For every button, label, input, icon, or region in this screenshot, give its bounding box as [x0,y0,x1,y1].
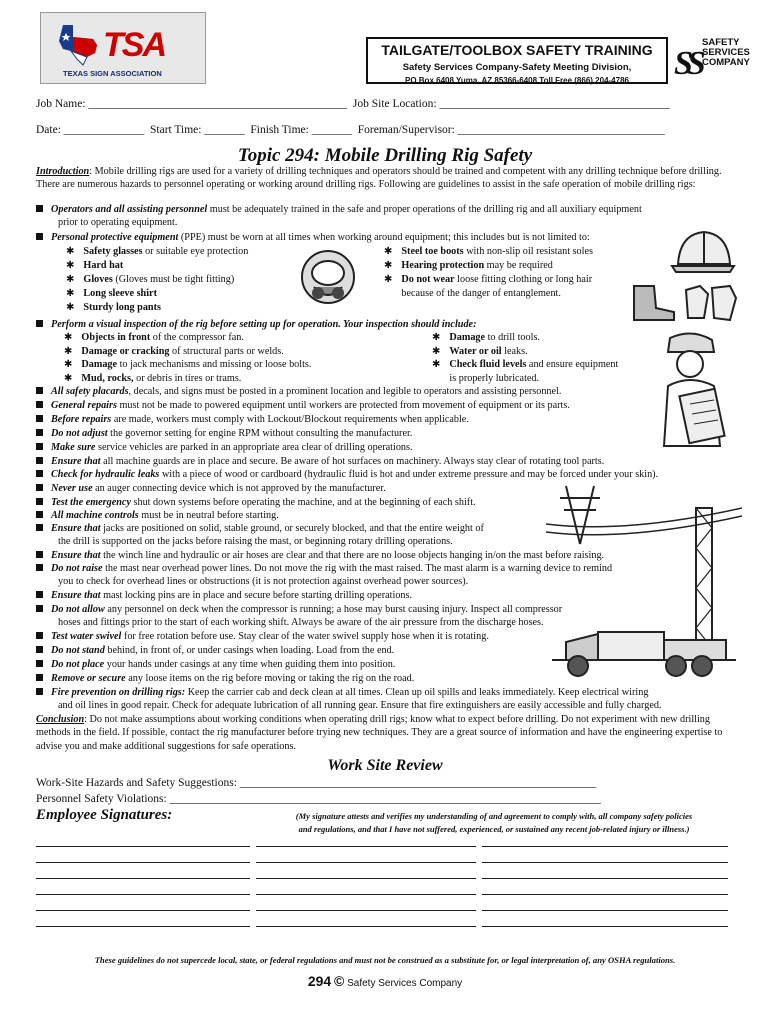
guideline-text: behind, in front of, or under casings when loading. Load from the end. [104,645,395,656]
job-site-field[interactable]: Job Site Location: ________________________________________ [352,98,670,110]
bullet-square-icon [36,646,43,653]
ppe_right-item [384,259,553,272]
bullet-square-icon [36,674,43,681]
signature-line[interactable] [256,862,476,863]
inspect_left-text: of structural parts or welds. [169,345,284,357]
guideline-item [36,399,736,412]
topic-title: Topic 294: Mobile Drilling Rig Safety [237,145,533,166]
ss-words: SAFETY SERVICES COMPANY [702,37,750,68]
bullet-square-icon [36,660,43,667]
inspect_left-text: of the compressor fan. [150,332,244,343]
ppe_left-item [66,287,157,300]
bullet-square-icon [36,233,43,240]
guideline-text: must be in neutral before starting. [138,510,279,521]
guideline-text: for free rotation before use. Stay clear of the water swivel supply hose when it is rotating. [121,631,489,642]
ppe_left-item [66,301,161,314]
topic-number: 294 [307,973,332,989]
signature-line[interactable] [482,910,728,911]
copyright-icon: © [333,973,345,989]
signature-line[interactable] [36,894,250,895]
asterisk-bullet-icon: ✱ [66,274,75,285]
signature-line[interactable] [36,878,250,879]
ppe_right-item [384,287,561,300]
guideline-lead: Ensure that [51,590,101,601]
ppe_left-lead: Sturdy long pants [83,302,161,313]
guideline-lead: Do not allow [51,604,105,615]
ppe_left-text: or suitable eye protection [142,246,249,257]
safety-services-logo [672,37,750,86]
boots-gloves-icon [630,280,740,324]
guideline-text: Keep the carrier cab and deck clean at all times. Clean up oil spills and leaks immediately. Keep electrical wiring [185,687,649,698]
guideline-continuation: hoses and fittings prior to the start of each working shift. Always be aware of the air pressure from the discharge hoses. [58,617,544,628]
guideline-item [36,413,736,426]
bullet-square-icon [36,429,43,436]
guideline-lead: Never use [51,483,93,494]
guideline-item [36,468,736,481]
guideline-lead: Operators and all assisting personnel [51,204,208,215]
bullet-square-icon [36,551,43,558]
guideline-lead: Do not raise [51,563,103,574]
bullet-square-icon [36,470,43,477]
guideline-item [36,441,736,454]
ppe_left-item [66,259,123,272]
bullet-square-icon [36,498,43,505]
inspect_left-item [64,372,241,385]
guideline-lead: Test water swivel [51,631,122,642]
asterisk-bullet-icon: ✱ [66,288,75,299]
bullet-square-icon [36,205,43,212]
company-address: PO Box 6408 Yuma, AZ 85366-6408 Toll Free (866) 204-4786 [405,75,629,85]
bullet-square-icon [36,387,43,394]
bullet-square-icon [36,632,43,639]
guideline-lead: Check for hydraulic leaks [51,469,160,480]
guideline-text: your hands under casings at any time when guiding them into position. [104,659,396,670]
guideline-lead: All machine controls [51,510,139,521]
ppe_left-text: (Gloves must be tight fitting) [112,274,235,285]
training-title-box [366,37,668,84]
violations-field[interactable]: Personnel Safety Violations: ___________________________________________________________________________ [36,793,601,805]
ppe_left-lead: Gloves [83,274,113,285]
inspect_left-lead: Objects in front [81,332,151,343]
work-site-review-title: Work Site Review [327,757,443,774]
guideline-text: all machine guards are in place and secure. Be aware of hot surfaces on machinery. Always stay clear of rotating tool parts. [100,456,605,467]
bullet-square-icon [36,443,43,450]
bullet-square-icon [36,524,43,531]
guideline-continuation: and oil lines in good repair. Check for adequate lubrication of all running gear. Ensure that fire extinguishers are easily accessible and fully charged. [58,700,662,711]
job-name-field[interactable]: Job Name: _____________________________________________ Job Site Location: ________________________________________ [36,98,670,110]
guideline-item [36,686,736,699]
signature-line[interactable] [482,846,728,847]
signature-line[interactable] [36,846,250,847]
tsa-logo [40,12,206,84]
signature-line[interactable] [36,910,250,911]
respirator-mask-icon [296,247,360,309]
guideline-text: the governor setting for engine RPM without consulting the manufacturer. [107,428,413,439]
guideline-lead: All safety placards [51,386,129,397]
guideline-text: the winch line and hydraulic or air hoses are clear and that there are no loose objects hanging in/on the mast before raising. [100,550,605,561]
guideline-text: shut down systems before operating the machine, and at the beginning of each shift. [130,497,476,508]
ppe_left-lead: Safety glasses [83,246,143,257]
tsa-caption: TEXAS SIGN ASSOCIATION [63,69,162,78]
guideline-lead: Ensure that [51,523,101,534]
inspect_left-item [64,358,311,371]
inspect_left-text: to jack mechanisms and missing or loose bolts. [117,359,312,370]
guideline-lead: Do not place [51,659,105,670]
signature-line[interactable] [482,862,728,863]
signature-line[interactable] [256,846,476,847]
guideline-text: service vehicles are parked in an appropriate area clear of drilling operations. [95,442,413,453]
ppe_right-text: because of the danger of entanglement. [401,288,561,299]
guideline-lead: Personal protective equipment [51,232,179,243]
guideline-text: mast locking pins are in place and secure before starting drilling operations. [100,590,413,601]
ss-mark: SS [674,45,700,82]
asterisk-bullet-icon: ✱ [64,359,73,370]
inspect_right-item [432,372,539,385]
asterisk-bullet-icon: ✱ [66,302,75,313]
guideline-text: are made, workers must comply with Lockout/Blockout requirements when applicable. [111,414,469,425]
guideline-continuation: the drill is supported on the jacks before raising the mast, or beginning rotary drilling operations. [58,536,453,547]
guideline-item [36,385,736,398]
guideline-lead: Test the emergency [51,497,131,508]
inspect_left-text: or debris in tires or trams. [133,372,242,384]
inspect_left-lead: Damage or cracking [81,345,170,357]
guideline-item [36,203,736,216]
guideline-lead: Make sure [51,442,96,453]
asterisk-bullet-icon: ✱ [432,332,441,343]
ppe_right-lead: Hearing protection [401,260,485,271]
guideline-item [36,455,736,468]
ppe_right-text: may be required [484,260,553,271]
bullet-square-icon [36,564,43,571]
inspect_right-text: is properly lubricated. [449,372,540,384]
guideline-text: , decals, and signs must be posted in a prominent location and legible to operators and assisting personnel. [128,386,562,397]
guideline-text: any personnel on deck when the compressor is running; a hose may burst causing injury. Inspect all compressor [104,604,563,615]
guideline-lead: Remove or secure [51,673,126,684]
inspect_right-lead: Check fluid levels [449,359,527,370]
intro-label: Introduction [36,166,90,177]
asterisk-bullet-icon: ✱ [64,345,73,357]
guideline-lead: General repairs [51,400,117,411]
guideline-continuation: you to check for overhead lines or obstructions (it is not protection against overhead power sources). [58,576,469,587]
finish-time-field[interactable]: Finish Time: _______ [250,124,352,136]
start-time-field[interactable]: Start Time: _______ [150,124,245,136]
employee-signatures-title: Employee Signatures: [36,807,173,823]
bullet-square-icon [36,320,43,327]
ppe_left-lead: Long sleeve shirt [83,288,157,299]
guideline-item [36,231,736,244]
signature-line[interactable] [482,894,728,895]
guideline-lead: Ensure that [51,456,101,467]
footer [0,972,770,990]
ppe_right-lead: Steel toe boots [401,246,464,257]
signature-line[interactable] [256,878,476,879]
bullet-square-icon [36,605,43,612]
hazards-field[interactable]: Work-Site Hazards and Safety Suggestions: ______________________________________________________________ [36,777,597,789]
guideline-text: the mast near overhead power lines. Do not move the rig with the mast raised. The mast alarm is a warning device to remind [102,563,613,574]
bullet-square-icon [36,591,43,598]
asterisk-bullet-icon: ✱ [384,274,393,285]
guideline-text: an auger connecting device which is not approved by the manufacturer. [92,483,386,494]
guideline-continuation: prior to operating equipment. [58,217,178,228]
bullet-square-icon [36,688,43,695]
drill-rig-truck-icon [546,484,742,684]
date-row [36,123,665,138]
signature-line[interactable] [36,926,250,927]
ppe_right-text: loose fitting clothing or long hair [454,274,593,285]
bullet-square-icon [36,457,43,464]
footer-company: Safety Services Company [347,978,463,989]
conclusion-label: Conclusion [36,714,85,725]
bullet-square-icon [36,511,43,518]
asterisk-bullet-icon: ✱ [384,260,393,271]
foreman-field[interactable]: Foreman/Supervisor: ____________________________________ [357,124,665,136]
disclaimer: These guidelines do not supercede local, state, or federal regulations and must not be construed as a substitute for, or legal interpretation of, any OSHA regulations. [94,955,676,965]
inspect_left-item [64,345,284,358]
inspect_right-text: leaks. [501,345,528,357]
asterisk-bullet-icon: ✱ [64,332,73,343]
guideline-lead: Fire prevention on drilling rigs: [51,687,186,698]
inspect_right-text: and ensure equipment [526,359,619,370]
introduction [36,165,736,192]
ppe_left-item [66,245,248,258]
tsa-wordmark: TSA [103,26,165,64]
inspect_right-item [432,358,618,371]
signature-line[interactable] [482,878,728,879]
guideline-text: with a piece of wood or cardboard (hydraulic fluid is hot and under extreme pressure and may be forced under your skin). [159,469,659,480]
ppe_right-lead: Do not wear [401,274,455,285]
guideline-item [36,427,736,440]
ppe_left-item [66,273,234,286]
bullet-square-icon [36,484,43,491]
guideline-text: any loose items on the rig before moving or taking the rig on the road. [125,673,415,684]
signature-line[interactable] [256,926,476,927]
intro-text: : Mobile drilling rigs are used for a variety of drilling techniques and operators should be trained and competent with any drilling technique before drilling. There are numerous hazards to personnel operating or working around drilling rigs. Following are guidelines to assist in the safe operation of mobile drilling rigs: [36,166,722,191]
guideline-lead: Perform a visual inspection of the rig before setting up for operation. Your inspection should include: [51,319,477,330]
guideline-text: must be adequately trained in the safe and proper operations of the drilling rig and all auxiliary equipment [207,204,642,215]
hard-hat-icon [670,228,736,274]
inspect_left-item [64,331,244,344]
guideline-text: (PPE) must be worn at all times when working around equipment; this includes but is not limited to: [178,232,590,243]
conclusion-text: : Do not make assumptions about working conditions when operating drill rigs; know what to expect before drilling. Do not experiment with new drilling methods in the field. If possible, contact the rig manufacturer before trying new techniques. They are a great source of information and have the engineering expertise to advise you and make additional suggestions for safe operations. [36,714,723,752]
guideline-text: must not be made to powered equipment until workers are protected from movement of equipment or its parts. [116,400,570,411]
asterisk-bullet-icon: ✱ [432,345,441,357]
date-field[interactable]: Date: ______________ [36,124,145,136]
signature-attestation: (My signature attests and verifies my understanding of and agreement to comply with, all company safety policies and regulations, and that I have not suffered, experienced, or sustained any recent job-related injury or illness.) [295,811,693,834]
conclusion [36,713,740,753]
asterisk-bullet-icon: ✱ [432,359,441,370]
inspect_right-lead: Damage [449,332,486,343]
ppe_right-text: with non-slip oil resistant soles [463,246,593,257]
inspect_right-text: to drill tools. [485,332,540,343]
company-subtitle: Safety Services Company-Safety Meeting Division, [402,62,632,74]
bullet-square-icon [36,401,43,408]
guideline-lead: Do not stand [51,645,105,656]
signature-line[interactable] [256,894,476,895]
inspect_left-lead: Mud, rocks, [81,372,134,384]
inspect_right-item [432,331,540,344]
inspector-clipboard-icon [640,330,744,448]
ppe_right-item [384,245,593,258]
guideline-text: jacks are positioned on solid, stable ground, or securely blocked, and that the entire weight of [100,523,484,534]
ppe_right-item [384,273,592,286]
asterisk-bullet-icon: ✱ [64,372,73,384]
inspect_left-lead: Damage [81,359,118,370]
training-title: TAILGATE/TOOLBOX SAFETY TRAINING [381,42,653,58]
signature-line[interactable] [36,862,250,863]
ppe_left-lead: Hard hat [83,260,124,271]
asterisk-bullet-icon: ✱ [384,246,393,257]
asterisk-bullet-icon: ✱ [66,260,75,271]
inspect_right-lead: Water or oil [449,345,502,357]
signature-line[interactable] [256,910,476,911]
inspect_right-item [432,345,528,358]
guideline-lead: Ensure that [51,550,101,561]
texas-flag-map-icon [57,21,103,67]
signature-line[interactable] [482,926,728,927]
bullet-square-icon [36,415,43,422]
asterisk-bullet-icon: ✱ [66,246,75,257]
guideline-lead: Do not adjust [51,428,108,439]
guideline-lead: Before repairs [51,414,112,425]
